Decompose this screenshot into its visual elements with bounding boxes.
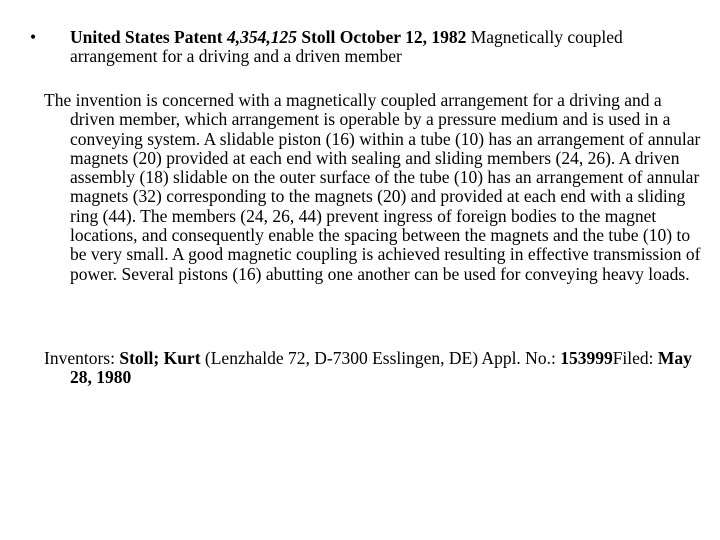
patent-inventor-date: Stoll October 12, 1982 (301, 27, 467, 47)
inventor-address-appl: (Lenzhalde 72, D-7300 Esslingen, DE) Appl. No.: (204, 348, 556, 368)
inventors-label: Inventors: (44, 348, 115, 368)
inventors-line (44, 349, 710, 388)
patent-abstract: The invention is concerned with a magnetically coupled arrangement for a driving and a driven member, which arrangement is operable by a pressure medium and is used in a conveying system. A slidable piston (16) within a tube (10) has an arrangement of annular magnets (20) provided at each end with sealing and sliding members (24, 26). A driven assembly (18) slidable on the outer surface of the tube (10) has an arrangement of annular magnets (32) corresponding to the magnets (20) and provided at each end with a sliding ring (44). The members (24, 26, 44) prevent ingress of foreign bodies to the magnet locations, and consequently enable the spacing between the magnets and the tube (10) to be very small. A good magnetic coupling is achieved resulting in effective transmission of power. Several pistons (16) abutting one another can be used for conveying heavy loads. (44, 90, 701, 284)
patent-number: 4,354,125 (227, 27, 297, 47)
patent-label: United States Patent (70, 27, 223, 47)
bullet-icon: • (30, 27, 37, 47)
filed-label: Filed: (612, 348, 654, 368)
patent-header-text (44, 28, 684, 67)
patent-title: Magnetically coupled arrangement for a driving and a driven member (70, 27, 623, 67)
patent-header-item (30, 27, 684, 67)
appl-number: 153999 (560, 348, 613, 368)
inventor-name: Stoll; Kurt (119, 348, 201, 368)
filed-date: May 28, 1980 (70, 348, 692, 388)
